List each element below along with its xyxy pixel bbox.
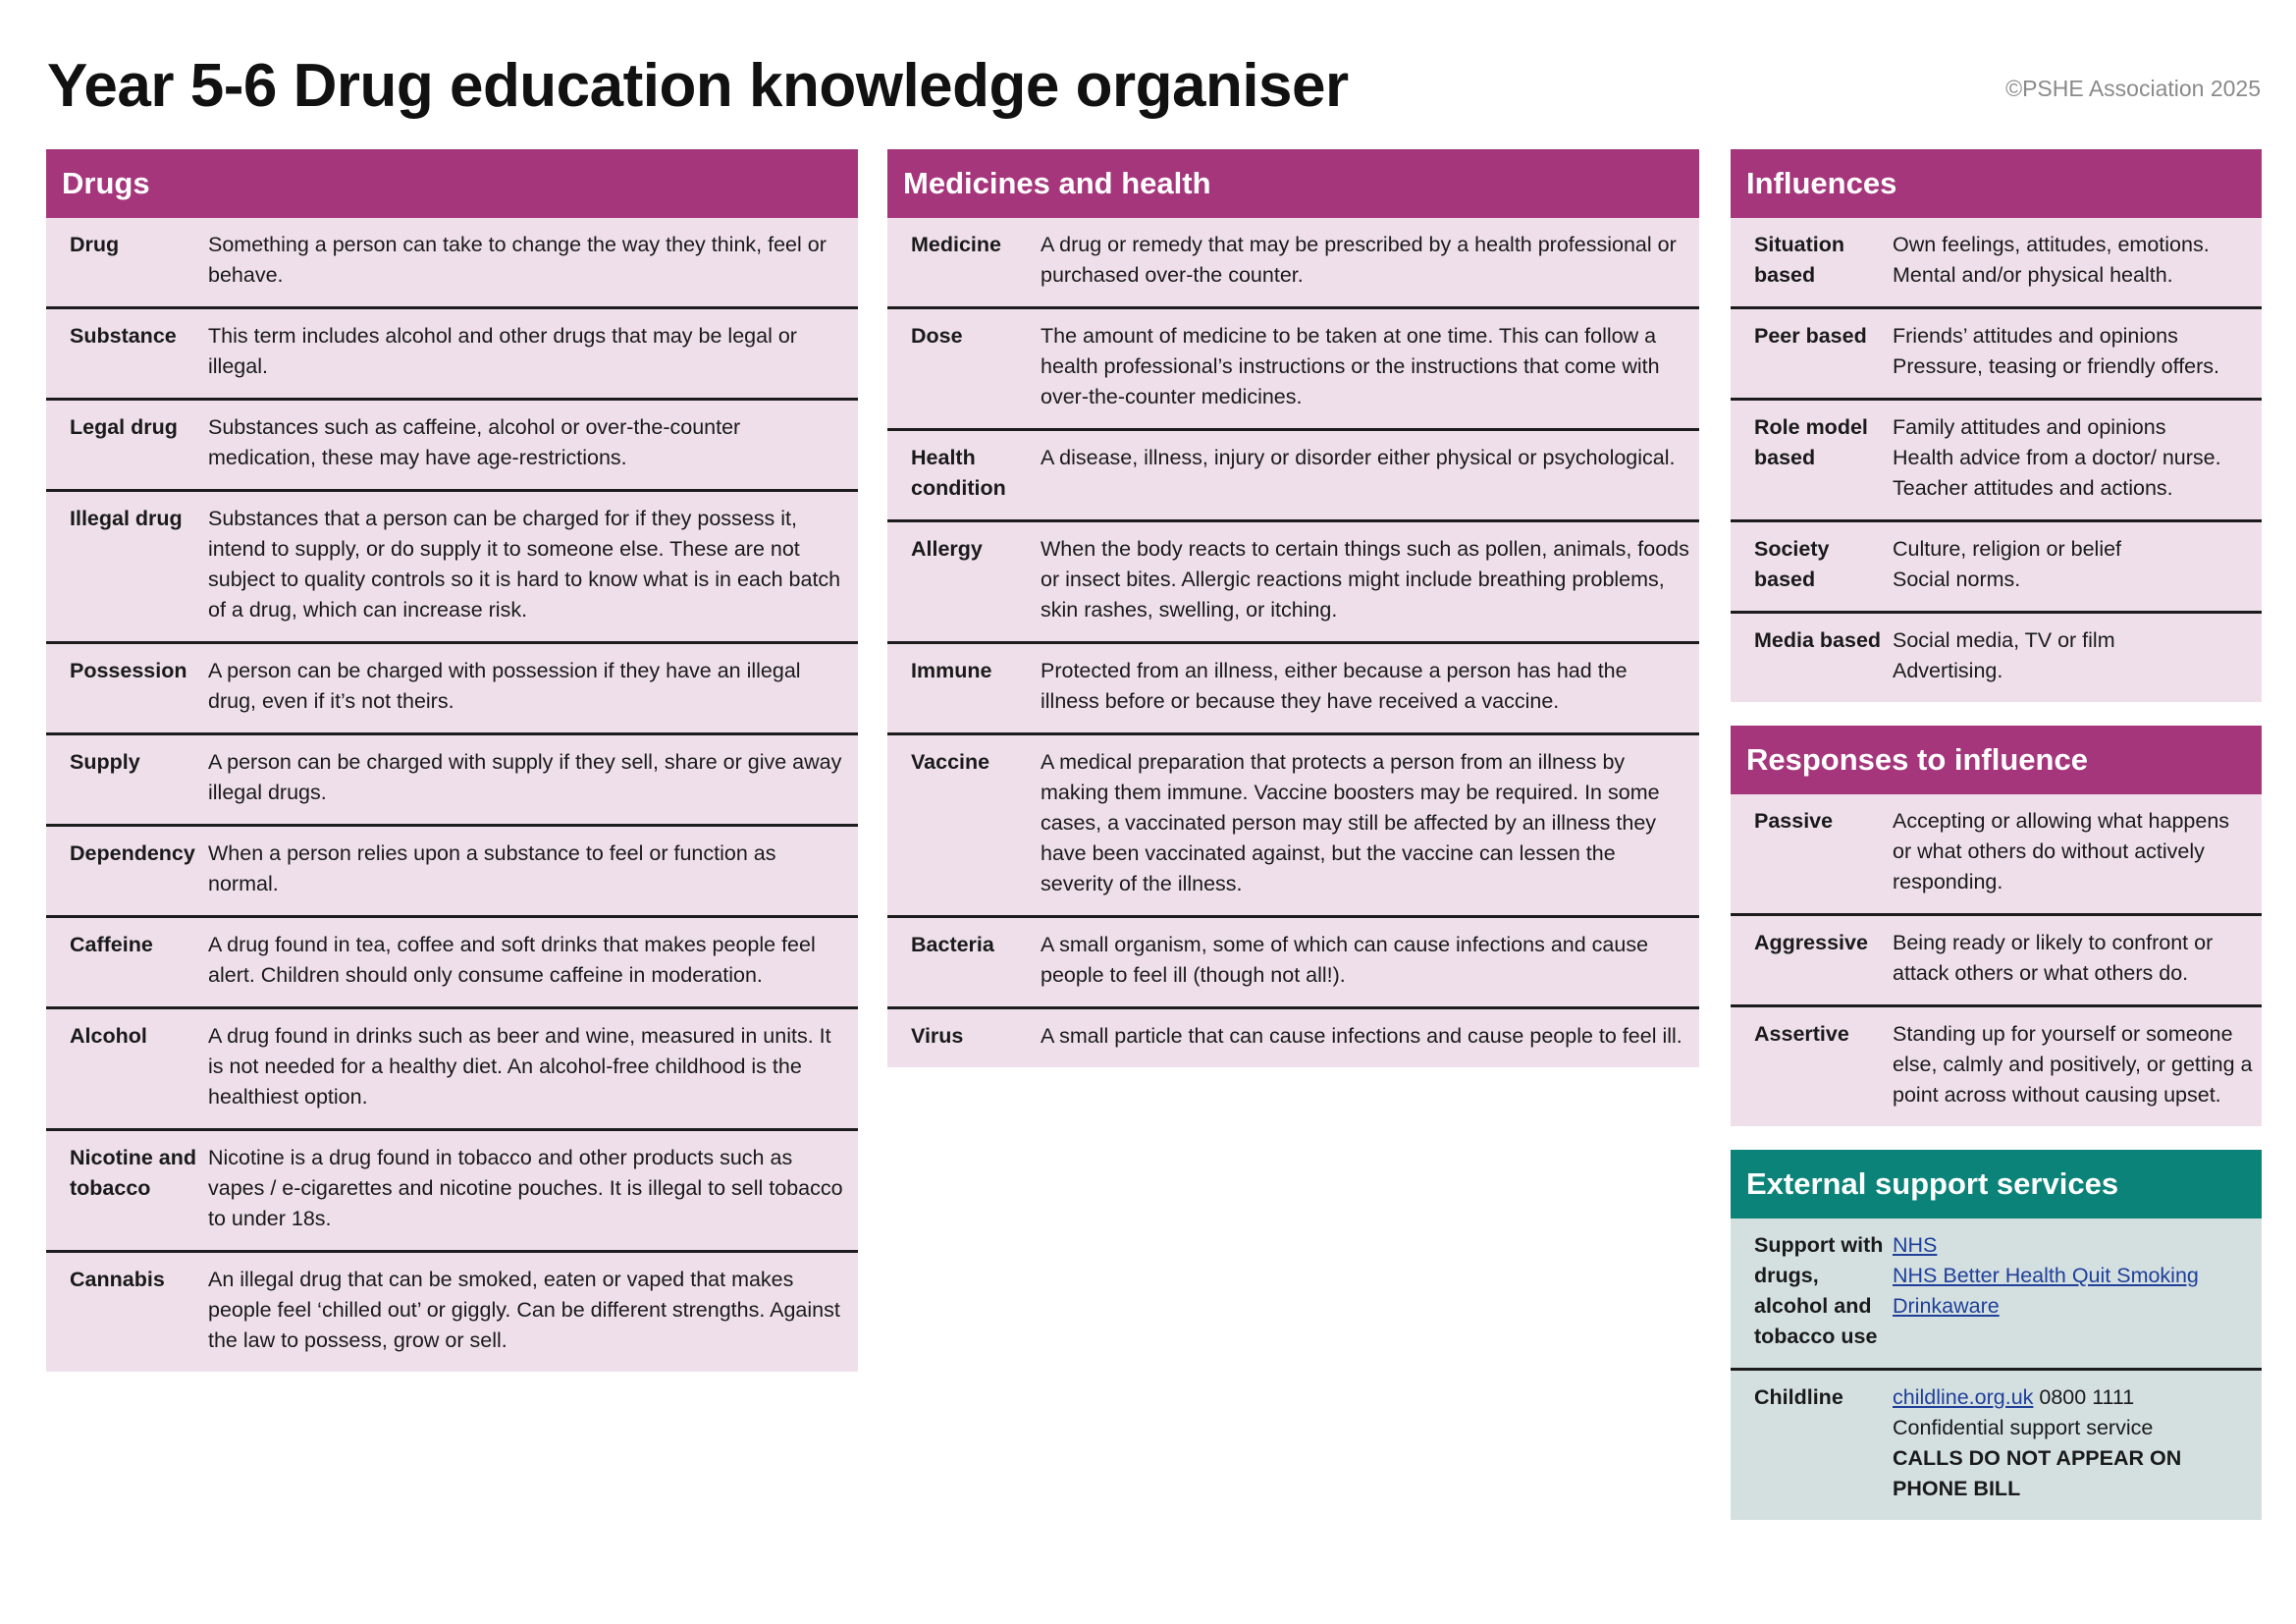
definition <box>1893 321 2258 382</box>
glossary-row <box>46 218 858 306</box>
definition: When a person relies upon a substance to feel or function as normal. <box>208 841 776 895</box>
glossary-row <box>46 732 858 824</box>
responses-section <box>1731 726 2262 1126</box>
glossary-row <box>46 398 858 489</box>
external-support-header: External support services <box>1731 1150 2262 1218</box>
column-right <box>1731 149 2262 1543</box>
glossary-row <box>1731 218 2262 306</box>
drugs-header: Drugs <box>46 149 858 218</box>
term: Medicine <box>911 233 1001 256</box>
glossary-row <box>887 1006 1699 1067</box>
definition: Substances that a person can be charged for if they possess it, intend to supply, or do supply it to someone else. These are not subject to quality controls so it is hard to know what is in each batch of a drug, which can increase risk. <box>208 507 841 622</box>
definition <box>1893 230 2258 291</box>
glossary-row <box>1731 519 2262 611</box>
term: Virus <box>911 1024 964 1048</box>
glossary-row <box>46 641 858 732</box>
definition-line: Culture, religion or belief <box>1893 537 2122 561</box>
definition: The amount of medicine to be taken at one time. This can follow a health professional’s instructions or the instructions that come with over-the-counter medicines. <box>1041 324 1660 408</box>
term: Caffeine <box>70 933 153 956</box>
glossary-row <box>887 732 1699 915</box>
external-support-section <box>1731 1150 2262 1520</box>
definition: A person can be charged with supply if they sell, share or give away illegal drugs. <box>208 750 842 804</box>
glossary-row <box>887 218 1699 306</box>
term: Situation based <box>1754 233 1844 287</box>
glossary-row <box>46 306 858 398</box>
definition-line: Mental and/or physical health. <box>1893 263 2173 287</box>
support-row <box>1731 1218 2262 1368</box>
term: Illegal drug <box>70 507 183 530</box>
definition: When the body reacts to certain things such as pollen, animals, foods or insect bites. Allergic reactions might include breathing problems, skin rashes, swelling, or itching. <box>1041 537 1689 622</box>
definition: A person can be charged with possession if they have an illegal drug, even if it’s not theirs. <box>208 659 801 713</box>
nhs-link[interactable]: NHS <box>1893 1233 1938 1257</box>
glossary-row <box>887 428 1699 519</box>
medicines-section <box>887 149 1699 1067</box>
term: Childline <box>1754 1385 1843 1409</box>
glossary-row <box>887 519 1699 641</box>
nhs-better-health-link[interactable]: NHS Better Health Quit Smoking <box>1893 1264 2199 1287</box>
definition-line: Friends’ attitudes and opinions <box>1893 324 2178 348</box>
medicines-header: Medicines and health <box>887 149 1699 218</box>
glossary-row <box>46 1250 858 1372</box>
term: Substance <box>70 324 177 348</box>
column-middle <box>887 149 1699 1091</box>
glossary-row <box>887 306 1699 428</box>
term: Immune <box>911 659 992 682</box>
definition <box>1893 625 2258 686</box>
definition-line: Pressure, teasing or friendly offers. <box>1893 354 2220 378</box>
term: Bacteria <box>911 933 994 956</box>
glossary-row <box>46 915 858 1006</box>
term: Dependency <box>70 841 195 865</box>
drugs-section <box>46 149 858 1372</box>
definition: A disease, illness, injury or disorder either physical or psychological. <box>1041 446 1676 469</box>
responses-header: Responses to influence <box>1731 726 2262 794</box>
term: Aggressive <box>1754 931 1868 954</box>
term: Media based <box>1754 628 1882 652</box>
term: Assertive <box>1754 1022 1849 1046</box>
definition: This term includes alcohol and other drugs that may be legal or illegal. <box>208 324 797 378</box>
definition: A drug found in tea, coffee and soft drinks that makes people feel alert. Children should only consume caffeine in moderation. <box>208 933 816 987</box>
definition: Something a person can take to change the way they think, feel or behave. <box>208 233 827 287</box>
term: Peer based <box>1754 324 1867 348</box>
childline-phone: 0800 1111 <box>2033 1385 2135 1409</box>
definition: A drug or remedy that may be prescribed by a health professional or purchased over-the counter. <box>1041 233 1677 287</box>
term: Nicotine and tobacco <box>70 1146 197 1200</box>
childline-link[interactable]: childline.org.uk <box>1893 1385 2034 1409</box>
term: Drug <box>70 233 120 256</box>
glossary-row <box>46 1128 858 1250</box>
definition: A small particle that can cause infections and cause people to feel ill. <box>1041 1024 1682 1048</box>
definition: Standing up for yourself or someone else, calmly and positively, or getting a point across without causing upset. <box>1893 1022 2253 1107</box>
glossary-row <box>1731 398 2262 519</box>
definition-line: Advertising. <box>1893 659 2003 682</box>
glossary-row <box>887 915 1699 1006</box>
definition <box>1893 534 2258 595</box>
definition-line: Teacher attitudes and actions. <box>1893 476 2173 500</box>
definition: An illegal drug that can be smoked, eaten or vaped that makes people feel ‘chilled out’ or giggly. Can be different strengths. Against the law to possess, grow or sell. <box>208 1268 840 1352</box>
term: Legal drug <box>70 415 178 439</box>
copyright: ©PSHE Association 2025 <box>2005 76 2261 101</box>
term: Passive <box>1754 809 1834 833</box>
definition: Substances such as caffeine, alcohol or over-the-counter medication, these may have age-restrictions. <box>208 415 741 469</box>
glossary-row <box>46 824 858 915</box>
term: Possession <box>70 659 187 682</box>
glossary-row <box>1731 794 2262 913</box>
column-left <box>46 149 858 1395</box>
definition: A medical preparation that protects a person from an illness by making them immune. Vaccine boosters may be required. In some cases, a vaccinated person may still be affected by an illness they have been vaccinated against, but the vaccine can lessen the severity of the illness. <box>1041 750 1660 895</box>
term: Vaccine <box>911 750 990 774</box>
glossary-row <box>1731 306 2262 398</box>
glossary-row <box>1731 611 2262 702</box>
definition-line: Social media, TV or film <box>1893 628 2115 652</box>
term: Health condition <box>911 446 1006 500</box>
glossary-row <box>46 1006 858 1128</box>
definition-line: CALLS DO NOT APPEAR ON PHONE BILL <box>1893 1446 2182 1500</box>
term: Support with drugs, alcohol and tobacco use <box>1754 1233 1884 1348</box>
definition <box>1893 1382 2258 1504</box>
drinkaware-link[interactable]: Drinkaware <box>1893 1294 2000 1318</box>
definition-line: Confidential support service <box>1893 1416 2154 1439</box>
childline-row <box>1731 1368 2262 1520</box>
glossary-row <box>46 489 858 641</box>
definition: A small organism, some of which can cause infections and cause people to feel ill (though not all!). <box>1041 933 1649 987</box>
term: Dose <box>911 324 963 348</box>
definition-line: Family attitudes and opinions <box>1893 415 2166 439</box>
term: Role model based <box>1754 415 1868 469</box>
glossary-row <box>887 641 1699 732</box>
term: Society based <box>1754 537 1830 591</box>
definition: Nicotine is a drug found in tobacco and other products such as vapes / e-cigarettes and nicotine pouches. It is illegal to sell tobacco to under 18s. <box>208 1146 843 1230</box>
definition-line: Social norms. <box>1893 568 2021 591</box>
glossary-row <box>1731 1004 2262 1126</box>
term: Cannabis <box>70 1268 165 1291</box>
definition: Being ready or likely to confront or attack others or what others do. <box>1893 931 2214 985</box>
page-title: Year 5-6 Drug education knowledge organiser <box>47 52 1349 120</box>
definition <box>1893 1230 2258 1352</box>
influences-section <box>1731 149 2262 702</box>
definition: Protected from an illness, either because a person has had the illness before or because they have received a vaccine. <box>1041 659 1628 713</box>
glossary-row <box>1731 913 2262 1004</box>
term: Allergy <box>911 537 983 561</box>
definition: Accepting or allowing what happens or what others do without actively responding. <box>1893 809 2230 893</box>
term: Alcohol <box>70 1024 147 1048</box>
definition: A drug found in drinks such as beer and wine, measured in units. It is not needed for a healthy diet. An alcohol-free childhood is the healthiest option. <box>208 1024 831 1109</box>
definition-line: Own feelings, attitudes, emotions. <box>1893 233 2210 256</box>
definition-line: Health advice from a doctor/ nurse. <box>1893 446 2221 469</box>
influences-header: Influences <box>1731 149 2262 218</box>
term: Supply <box>70 750 140 774</box>
definition <box>1893 412 2258 504</box>
